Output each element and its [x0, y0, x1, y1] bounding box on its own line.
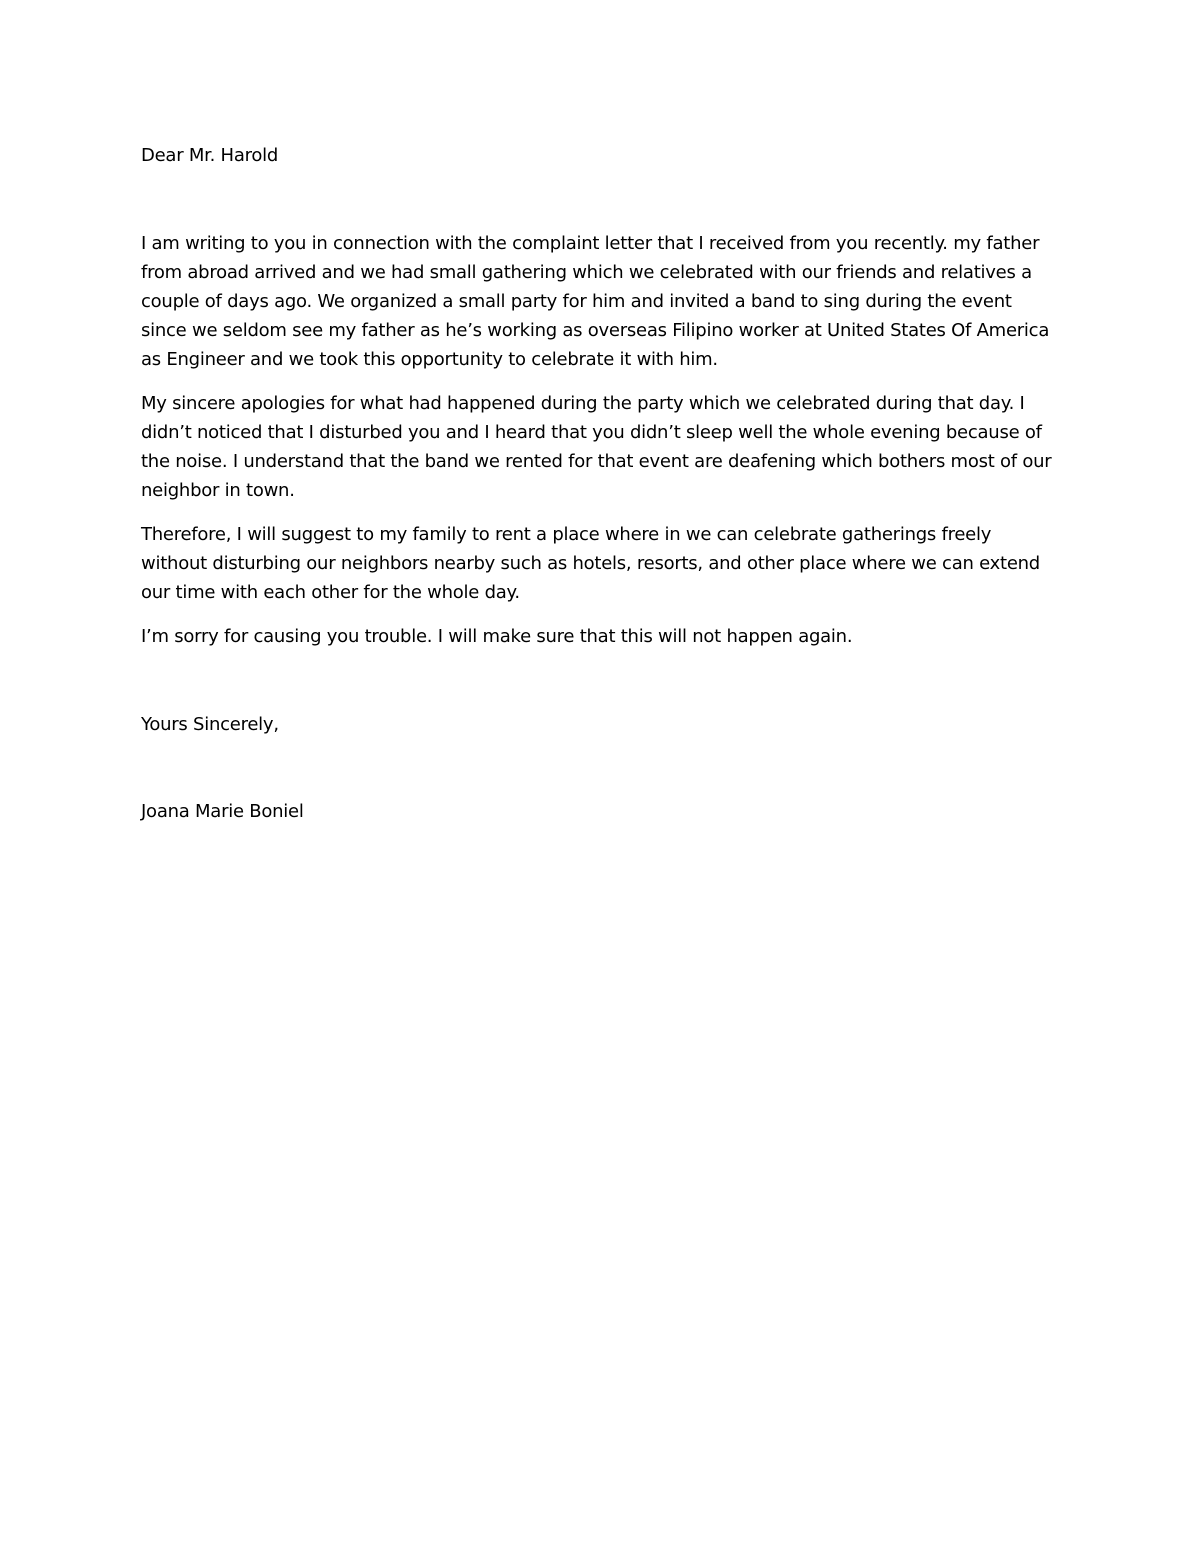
closing: Yours Sincerely, [141, 714, 279, 735]
signature-name: Joana Marie Boniel [141, 801, 304, 822]
letter-body [141, 141, 1061, 826]
paragraph-1: I am writing to you in connection with the complaint letter that I received from you recently. my father from abroad arrived and we had small gathering which we celebrated with our friends and relatives a couple of days ago. We organized a small party for him and invited a band to sing during the event since we seldom see my father as he’s working as overseas Filipino worker at United States Of America as Engineer and we took this opportunity to celebrate it with him. [141, 233, 1050, 370]
salutation: Dear Mr. Harold [141, 145, 279, 166]
paragraph-2: My sincere apologies for what had happened during the party which we celebrated during that day. I didn’t noticed that I disturbed you and I heard that you didn’t sleep well the whole evening because of the noise. I understand that the band we rented for that event are deafening which bothers most of our neighbor in town. [141, 393, 1052, 501]
paragraph-3: Therefore, I will suggest to my family to rent a place where in we can celebrate gatherings freely without disturbing our neighbors nearby such as hotels, resorts, and other place where we can extend our time with each other for the whole day. [141, 524, 1040, 603]
paragraph-4: I’m sorry for causing you trouble. I will make sure that this will not happen again. [141, 626, 853, 647]
